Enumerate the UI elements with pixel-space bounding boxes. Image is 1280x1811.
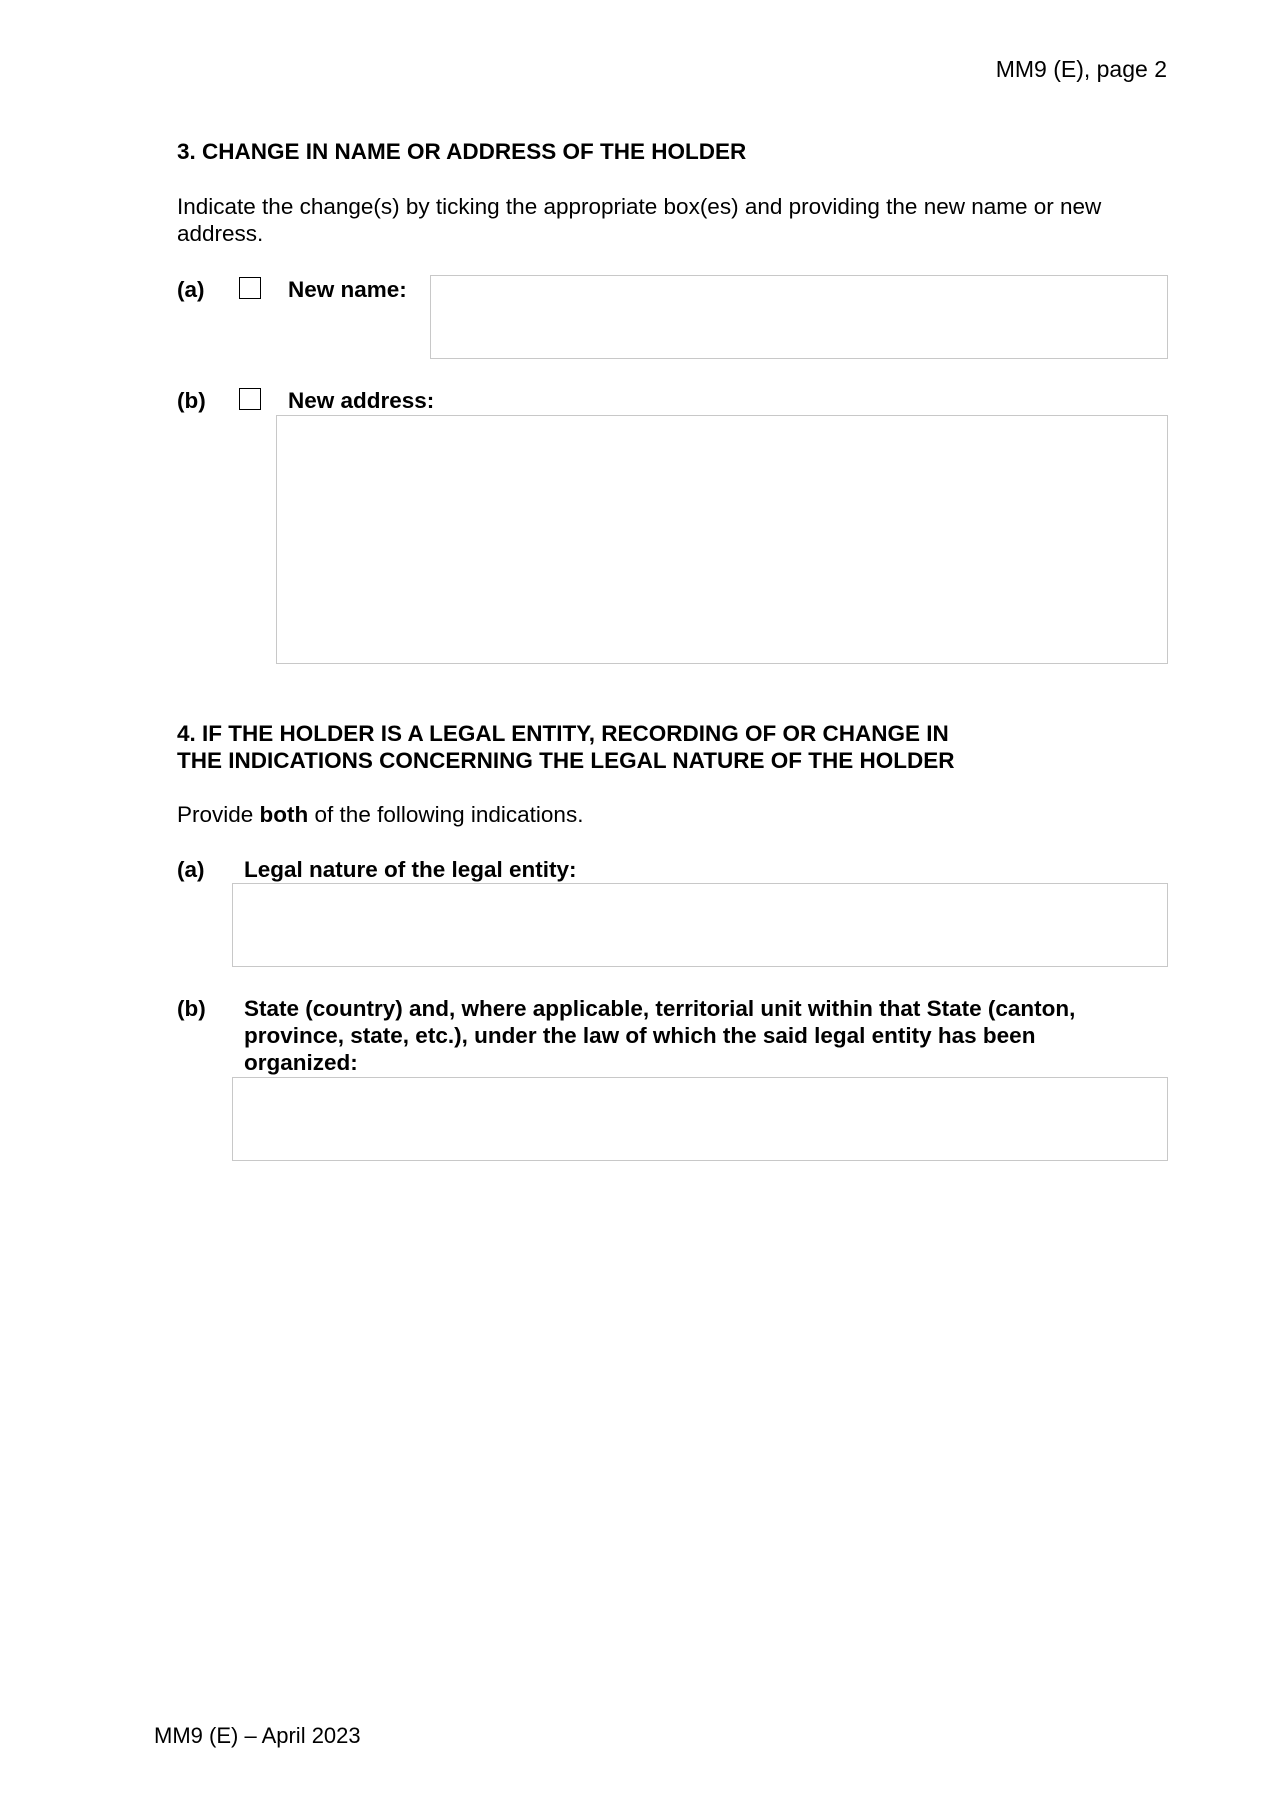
new-name-checkbox[interactable]	[239, 277, 261, 299]
page-reference: MM9 (E), page 2	[995, 56, 1167, 82]
emphasis-both: both	[259, 802, 309, 827]
new-address-label: New address:	[288, 388, 435, 413]
item-a-marker: (a)	[177, 277, 205, 302]
new-address-field[interactable]	[276, 415, 1168, 664]
section-3-title: 3. CHANGE IN NAME OR ADDRESS OF THE HOLDER	[177, 139, 747, 164]
state-country-label: State (country) and, where applicable, territorial unit within that State (canton, province, state, etc.), under the law of which the said legal entity has been organized:	[244, 996, 1076, 1075]
section-3-instruction: Indicate the change(s) by ticking the appropriate box(es) and providing the new name or new address.	[177, 194, 1102, 246]
legal-item-a-marker: (a)	[177, 857, 205, 882]
item-b-marker: (b)	[177, 388, 206, 413]
page-footer: MM9 (E) – April 2023	[154, 1723, 361, 1748]
new-name-label: New name:	[288, 277, 407, 302]
legal-nature-field[interactable]	[232, 883, 1168, 967]
new-address-checkbox[interactable]	[239, 388, 261, 410]
section-4-instruction: Provide both of the following indications.	[177, 802, 584, 827]
legal-item-b-marker: (b)	[177, 996, 206, 1021]
section-4-title-line2: THE INDICATIONS CONCERNING THE LEGAL NATURE OF THE HOLDER	[177, 748, 955, 773]
section-4-title-line1: 4. IF THE HOLDER IS A LEGAL ENTITY, RECORDING OF OR CHANGE IN	[177, 721, 949, 746]
legal-nature-label: Legal nature of the legal entity:	[244, 857, 577, 882]
state-country-field[interactable]	[232, 1077, 1168, 1161]
new-name-field[interactable]	[430, 275, 1168, 359]
